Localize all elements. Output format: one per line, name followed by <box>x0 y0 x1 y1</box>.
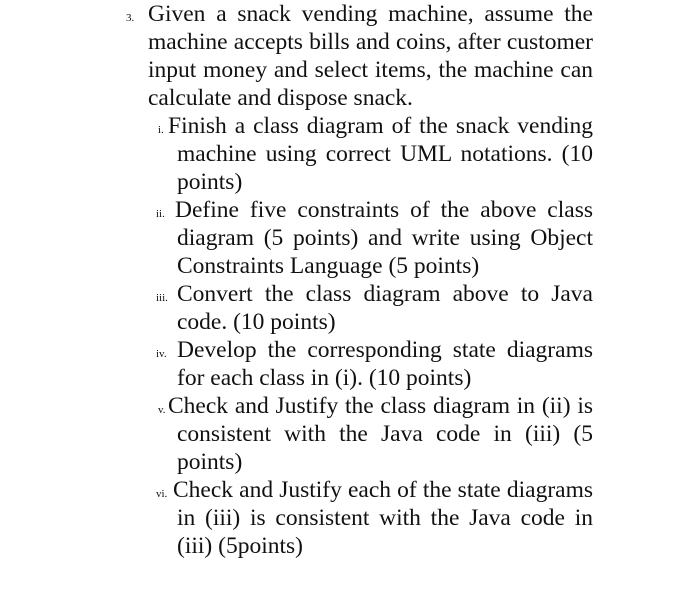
item-numeral-iv: iv. <box>156 348 167 360</box>
item-i-line-1: Finish a class diagram of the snack vending <box>168 113 593 139</box>
item-numeral-ii: ii. <box>156 208 165 220</box>
question-text-line-2: machine accepts bills and coins, after customer <box>148 29 593 55</box>
item-v-line-1: Check and Justify the class diagram in (ii) is <box>168 393 593 419</box>
item-i-line-3: points) <box>177 169 243 195</box>
item-ii-line-3: Constraints Language (5 points) <box>177 253 480 279</box>
item-vi-line-3: (iii) (5points) <box>177 533 303 559</box>
item-i-line-2: machine using correct UML notations. (10 <box>177 141 593 167</box>
item-numeral-vi: vi. <box>156 488 168 500</box>
item-v-line-2: consistent with the Java code in (iii) (5 <box>177 421 593 447</box>
question-text-line-4: calculate and dispose snack. <box>148 85 413 111</box>
item-ii-line-1: Define five constraints of the above class <box>175 197 593 223</box>
question-text-line-1: Given a snack vending machine, assume the <box>148 1 593 27</box>
item-iii-line-2: code. (10 points) <box>177 309 336 335</box>
item-ii-line-2: diagram (5 points) and write using Object <box>177 225 593 251</box>
item-numeral-i: i. <box>158 124 164 136</box>
item-iii-line-1: Convert the class diagram above to Java <box>177 281 593 307</box>
item-vi-line-1: Check and Justify each of the state diagrams <box>173 477 593 503</box>
item-iv-line-2: for each class in (i). (10 points) <box>177 365 472 391</box>
question-number: 3. <box>126 12 135 24</box>
item-iv-line-1: Develop the corresponding state diagrams <box>177 337 593 363</box>
item-numeral-iii: iii. <box>156 292 168 304</box>
item-numeral-v: v. <box>158 404 166 416</box>
item-v-line-3: points) <box>177 449 243 475</box>
item-vi-line-2: in (iii) is consistent with the Java code in <box>177 505 593 531</box>
question-text-line-3: input money and select items, the machine can <box>148 57 593 83</box>
